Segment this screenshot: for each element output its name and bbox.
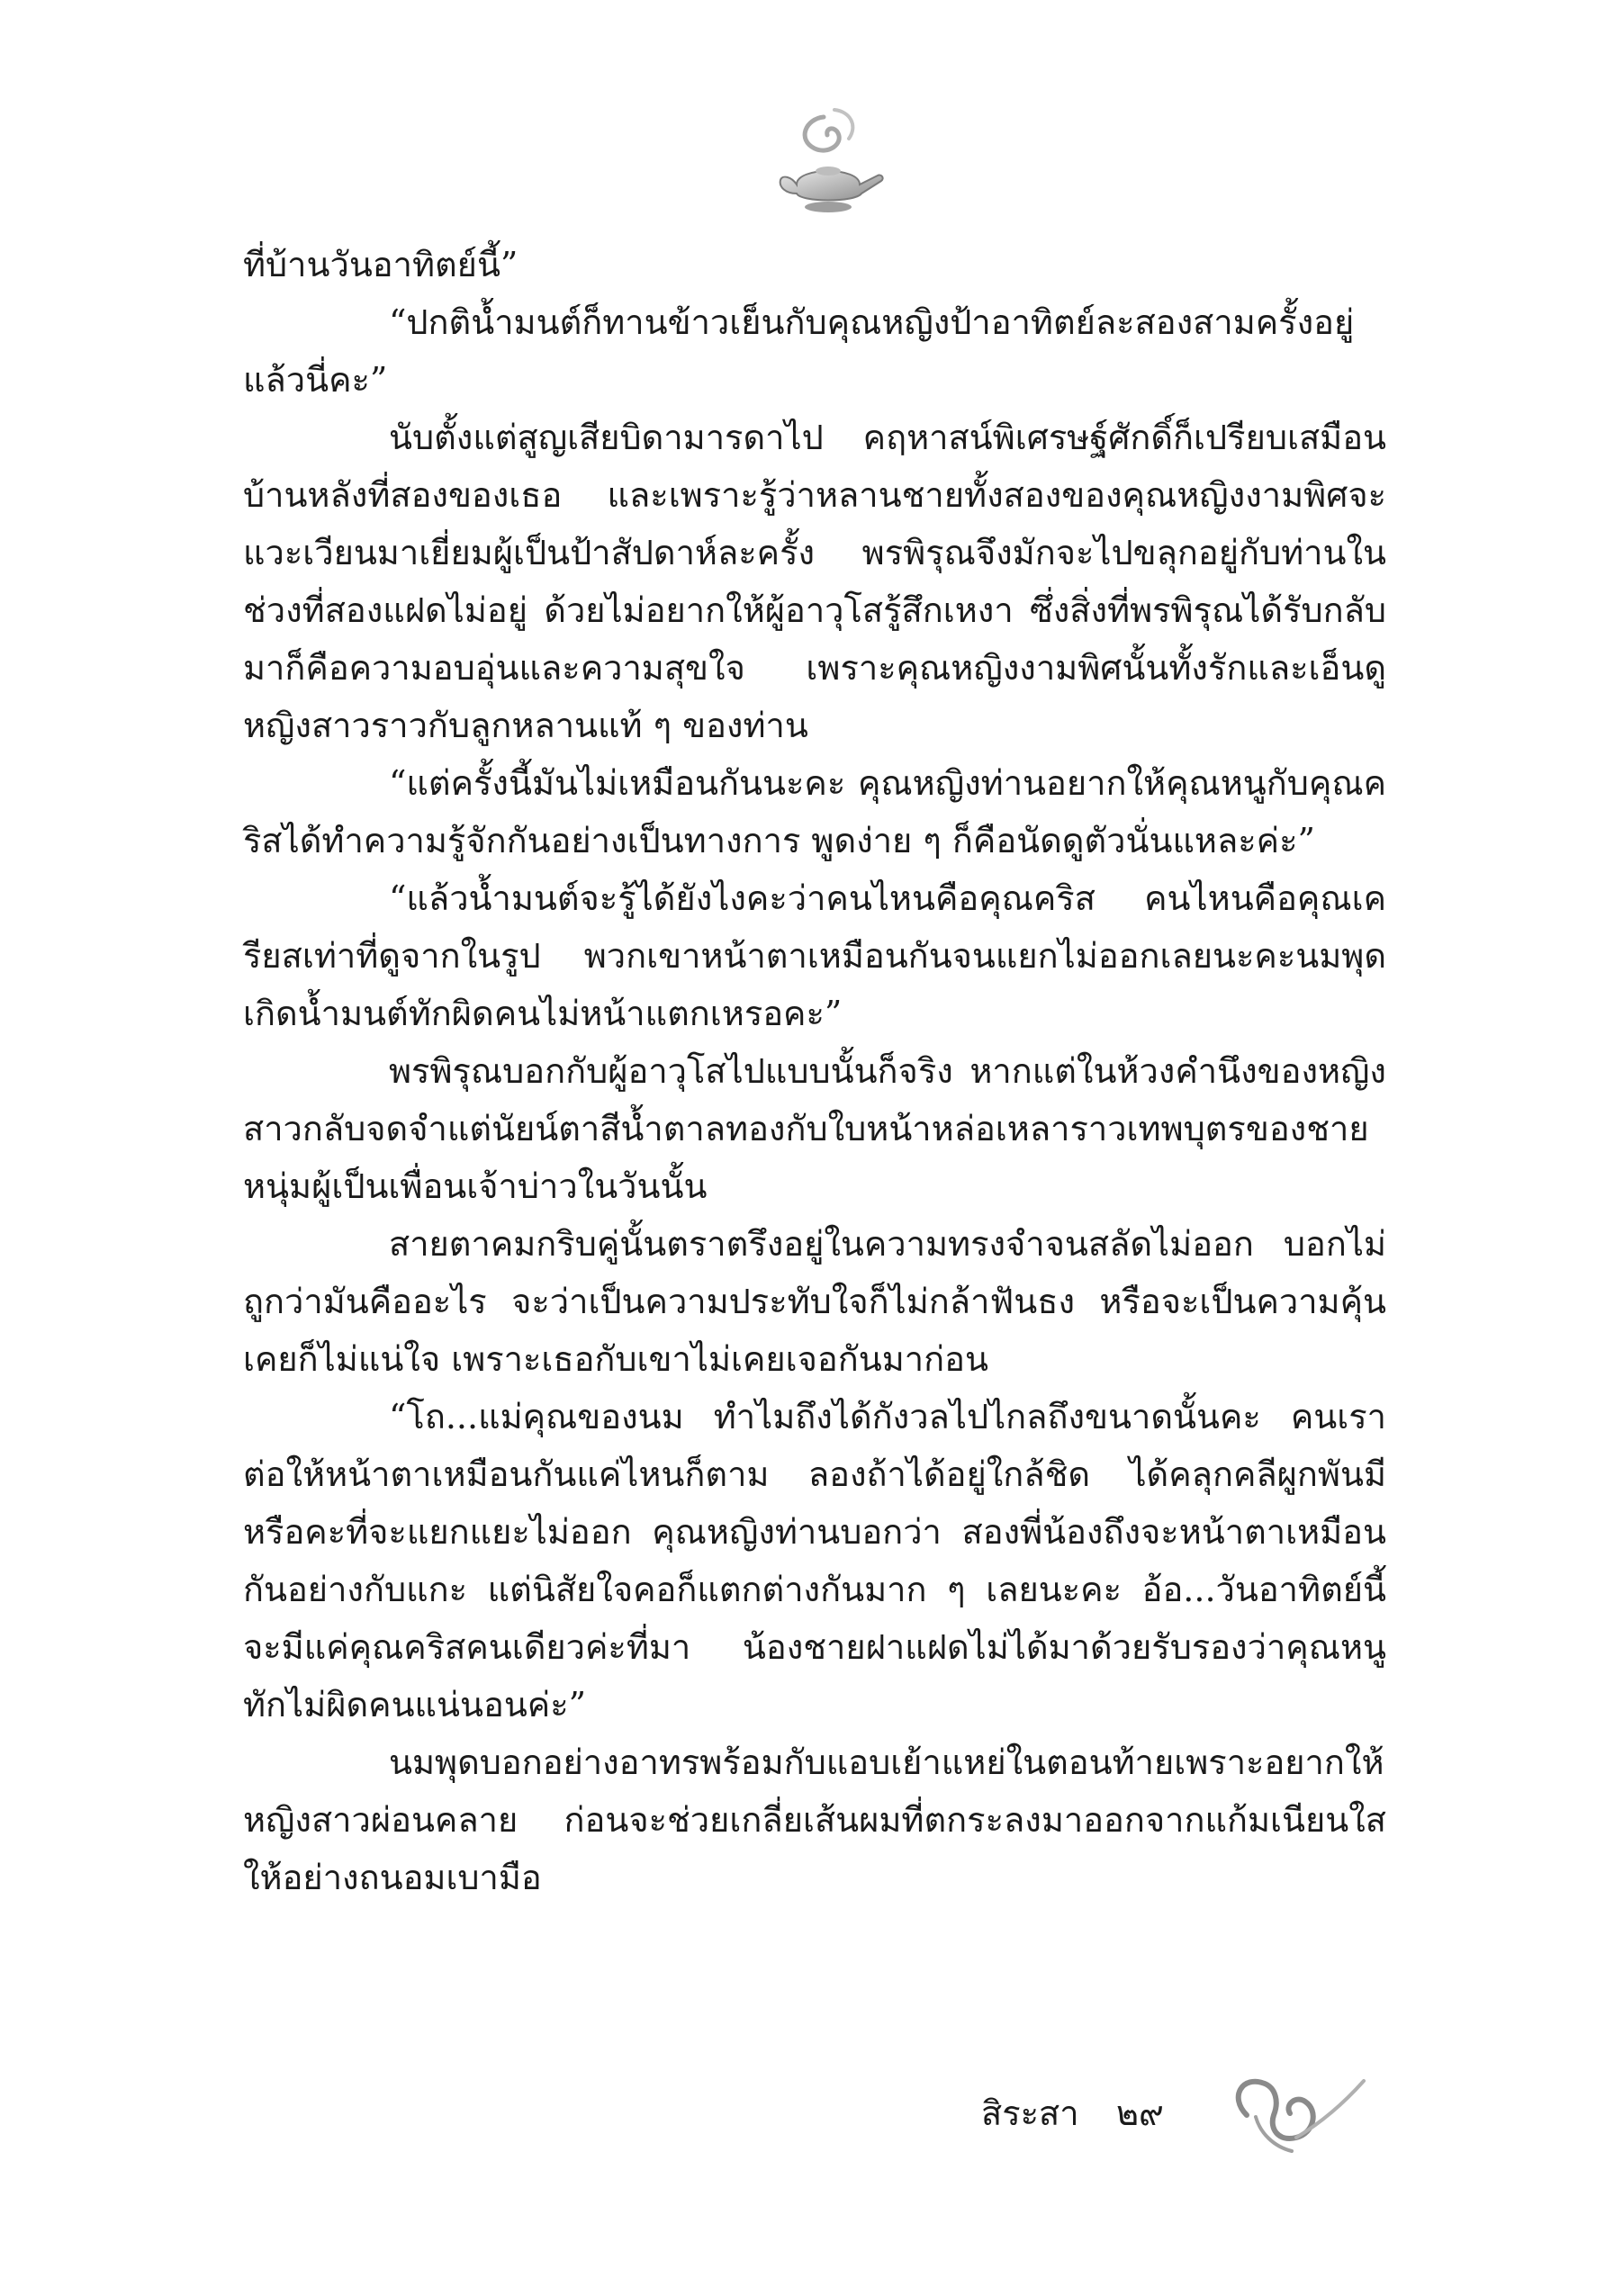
paragraph: พรพิรุณบอกกับผู้อาวุโสไปแบบนั้นก็จริง หากแต่ในห้วงคำนึงของหญิงสาวกลับจดจำแต่นัยน์ตาสีน้ำตาลทองกับใบหน้าหล่อเหลาราวเทพบุตรของชายหนุ่มผู้เป็นเพื่อนเจ้าบ่าวในวันนั้น	[243, 1051, 1386, 1206]
genie-lamp-icon	[761, 99, 896, 234]
body-text	[243, 236, 1386, 1906]
paragraph: “แต่ครั้งนี้มันไม่เหมือนกันนะคะ คุณหญิงท่านอยากให้คุณหนูกับคุณคริสได้ทำความรู้จักกันอย่างเป็นทางการ พูดง่าย ๆ ก็คือนัดดูตัวนั่นแหละค่ะ”	[243, 763, 1386, 860]
paragraph: “แล้วน้ำมนต์จะรู้ได้ยังไงคะว่าคนไหนคือคุณคริส คนไหนคือคุณเครียสเท่าที่ดูจากในรูป พวกเขาหน้าตาเหมือนกันจนแยกไม่ออกเลยนะคะนมพุดเกิดน้ำมนต์ทักผิดคนไม่หน้าแตกเหรอคะ”	[243, 878, 1386, 1033]
paragraph: นมพุดบอกอย่างอาทรพร้อมกับแอบเย้าแหย่ในตอนท้ายเพราะอยากให้หญิงสาวผ่อนคลาย ก่อนจะช่วยเกลี่ยเส้นผมที่ตกระลงมาออกจากแก้มเนียนใสให้อย่างถนอมเบามือ	[243, 1742, 1386, 1897]
paragraph: นับตั้งแต่สูญเสียบิดามารดาไป คฤหาสน์พิเศรษฐ์ศักดิ์ก็เปรียบเสมือนบ้านหลังที่สองของเธอ และเพราะรู้ว่าหลานชายทั้งสองของคุณหญิงงามพิศจะแวะเวียนมาเยี่ยมผู้เป็นป้าสัปดาห์ละครั้ง พรพิรุณจึงมักจะไปขลุกอยู่กับท่านในช่วงที่สองแฝดไม่อยู่ ด้วยไม่อยากให้ผู้อาวุโสรู้สึกเหงา ซึ่งสิ่งที่พรพิรุณได้รับกลับมาก็คือความอบอุ่นและความสุขใจ เพราะคุณหญิงงามพิศนั้นทั้งรักและเอ็นดูหญิงสาวราวกับลูกหลานแท้ ๆ ของท่าน	[243, 418, 1386, 745]
paragraph: “ปกติน้ำมนต์ก็ทานข้าวเย็นกับคุณหญิงป้าอาทิตย์ละสองสามครั้งอยู่แล้วนี่คะ”	[243, 302, 1355, 400]
page-number: ๒๙	[1116, 2093, 1164, 2133]
footer-book-title: สิระสา	[981, 2093, 1079, 2133]
paragraph: สายตาคมกริบคู่นั้นตราตรึงอยู่ในความทรงจำจนสลัดไม่ออก บอกไม่ถูกว่ามันคืออะไร จะว่าเป็นความประทับใจก็ไม่กล้าฟันธง หรือจะเป็นความคุ้นเคยก็ไม่แน่ใจ เพราะเธอกับเขาไม่เคยเจอกันมาก่อน	[243, 1224, 1386, 1379]
heart-flourish-icon	[1220, 2061, 1373, 2160]
page-footer	[981, 2061, 1386, 2169]
paragraph: ที่บ้านวันอาทิตย์นี้”	[243, 245, 518, 284]
paragraph: “โถ...แม่คุณของนม ทำไมถึงได้กังวลไปไกลถึงขนาดนั้นคะ คนเราต่อให้หน้าตาเหมือนกันแค่ไหนก็ตาม ลองถ้าได้อยู่ใกล้ชิด ได้คลุกคลีผูกพันมีหรือคะที่จะแยกแยะไม่ออก คุณหญิงท่านบอกว่า สองพี่น้องถึงจะหน้าตาเหมือนกันอย่างกับแกะ แต่นิสัยใจคอก็แตกต่างกันมาก ๆ เลยนะคะ อ้อ...วันอาทิตย์นี้จะมีแค่คุณคริสคนเดียวค่ะที่มา น้องชายฝาแฝดไม่ได้มาด้วยรับรองว่าคุณหนูทักไม่ผิดคนแน่นอนค่ะ”	[243, 1397, 1386, 1724]
